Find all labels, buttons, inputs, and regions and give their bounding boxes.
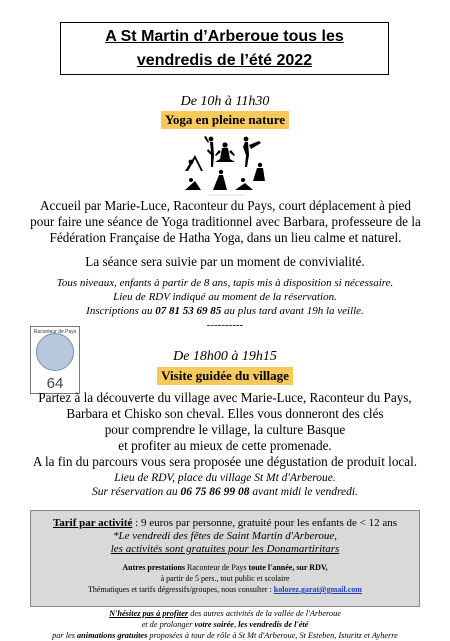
visite-time: De 18h00 à 19h15 <box>173 349 277 364</box>
bottom-note <box>0 608 450 641</box>
visite-desc-line-1: Partez à la découverte du village avec Marie-Luce, Raconteur du Pays, <box>38 390 412 405</box>
yoga-info-line-3 <box>0 304 450 318</box>
autres-mid: Raconteur de Pays <box>185 563 249 572</box>
bottom-line-3-post: proposées à tour de rôle à St Mt d'Arberoue, St Esteben, Isturitz et Ayherre <box>147 631 398 640</box>
yoga-inscription-post: au plus tard avant 19h la veille. <box>221 305 364 317</box>
visite-desc-line-4: et profiter au mieux de cette promenade. <box>118 438 332 453</box>
yoga-info <box>0 276 450 318</box>
bottom-line-2-mid: , <box>233 620 239 629</box>
visite-label-wrap <box>0 367 450 385</box>
email-link[interactable]: kolorez.garat@gmail.com <box>273 585 362 594</box>
tarif-fetes-line-1: *Le vendredi des fêtes de Saint Martin d'Arberoue, <box>113 530 337 542</box>
bottom-line-1-text: des autres activités de la vallée de l'Arberoue <box>188 609 341 618</box>
title-line-2: vendredis de l’été 2022 <box>136 52 313 69</box>
bottom-animations: animations gratuites <box>77 631 148 640</box>
tarif-autres <box>31 562 419 595</box>
visite-reservation-pre: Sur réservation au <box>92 486 181 498</box>
bottom-line-2-pre: et de prolonger <box>141 620 195 629</box>
tarif-box <box>30 510 420 607</box>
bottom-line-2 <box>0 619 450 630</box>
yoga-inscription-pre: Inscriptions au <box>86 305 156 317</box>
yoga-phone: 07 81 53 69 85 <box>155 305 222 317</box>
tarif-autres-line-2: à partir de 5 pers., tout public et scolaire <box>160 574 290 583</box>
visite-label: Visite guidée du village <box>157 367 293 385</box>
yoga-time: De 10h à 11h30 <box>180 94 270 109</box>
visite-reservation-line <box>0 485 450 499</box>
yoga-label: Yoga en pleine nature <box>161 111 289 129</box>
logo-number: 64 <box>46 375 64 392</box>
visite-reservation-post: avant midi le vendredi. <box>249 486 358 498</box>
yoga-conviviality: La séance sera suivie par un moment de convivialité. <box>85 254 365 269</box>
bottom-line-1 <box>0 608 450 619</box>
page-title <box>60 22 389 75</box>
visite-desc-line-2: Barbara et Chisko son cheval. Elles vous donneront des clés <box>66 406 384 421</box>
tarif-text: : 9 euros par personne, gratuité pour les enfants de < 12 ans <box>132 517 398 529</box>
visite-phone: 06 75 86 99 08 <box>180 486 250 498</box>
tarif-fetes <box>31 530 419 556</box>
autres-bold: Autres prestations <box>122 563 185 572</box>
visite-desc-line-5: A la fin du parcours vous sera proposée une dégustation de produit local. <box>32 454 418 469</box>
yoga-info-line-1: Tous niveaux, enfants à partir de 8 ans, tapis mis à disposition si nécessaire. <box>56 277 394 289</box>
title-line-1: A St Martin d’Arberoue tous les <box>105 28 344 45</box>
section-separator: ---------- <box>206 319 244 331</box>
tarif-autres-line-1 <box>31 562 419 573</box>
yoga-info-line-2: Lieu de RDV indiqué au moment de la réservation. <box>113 291 337 303</box>
yoga-description: Accueil par Marie-Luce, Raconteur du Pays, court déplacement à pied pour faire une séance de Yoga traditionnel avec Barbara, professeure de la Fédération Française de Hatha Yoga, dans un lieu calme et naturel. <box>30 198 421 245</box>
visite-rdv <box>0 471 450 499</box>
tarif-fetes-line-2: les activités sont gratuites pour les Donamartiritars <box>110 543 340 555</box>
bottom-line-3-pre: par les <box>52 631 78 640</box>
bottom-soiree: votre soirée <box>194 620 234 629</box>
bottom-vendredis: les vendredis de l'été <box>238 620 309 629</box>
yoga-image <box>183 135 269 197</box>
bottom-hesitez: N'hésitez pas à profiter <box>109 609 189 618</box>
visite-description <box>0 390 450 470</box>
tarif-line <box>31 511 419 530</box>
tarif-autres-line-3 <box>31 584 419 595</box>
logo-ring-text: Raconteur de Pays <box>33 329 77 335</box>
visite-desc-line-3: pour comprendre le village, la culture Basque <box>104 422 346 437</box>
autres-contact-pre: Thématiques et tarifs dégressifs/groupes, nous consulter : <box>88 585 274 594</box>
autres-bold-2: toute l'année, sur RDV, <box>248 563 328 572</box>
yoga-label-wrap <box>0 111 450 129</box>
visite-rdv-line: Lieu de RDV, place du village St Mt d'Arberoue. <box>114 472 336 484</box>
tarif-label: Tarif par activité <box>52 517 133 529</box>
